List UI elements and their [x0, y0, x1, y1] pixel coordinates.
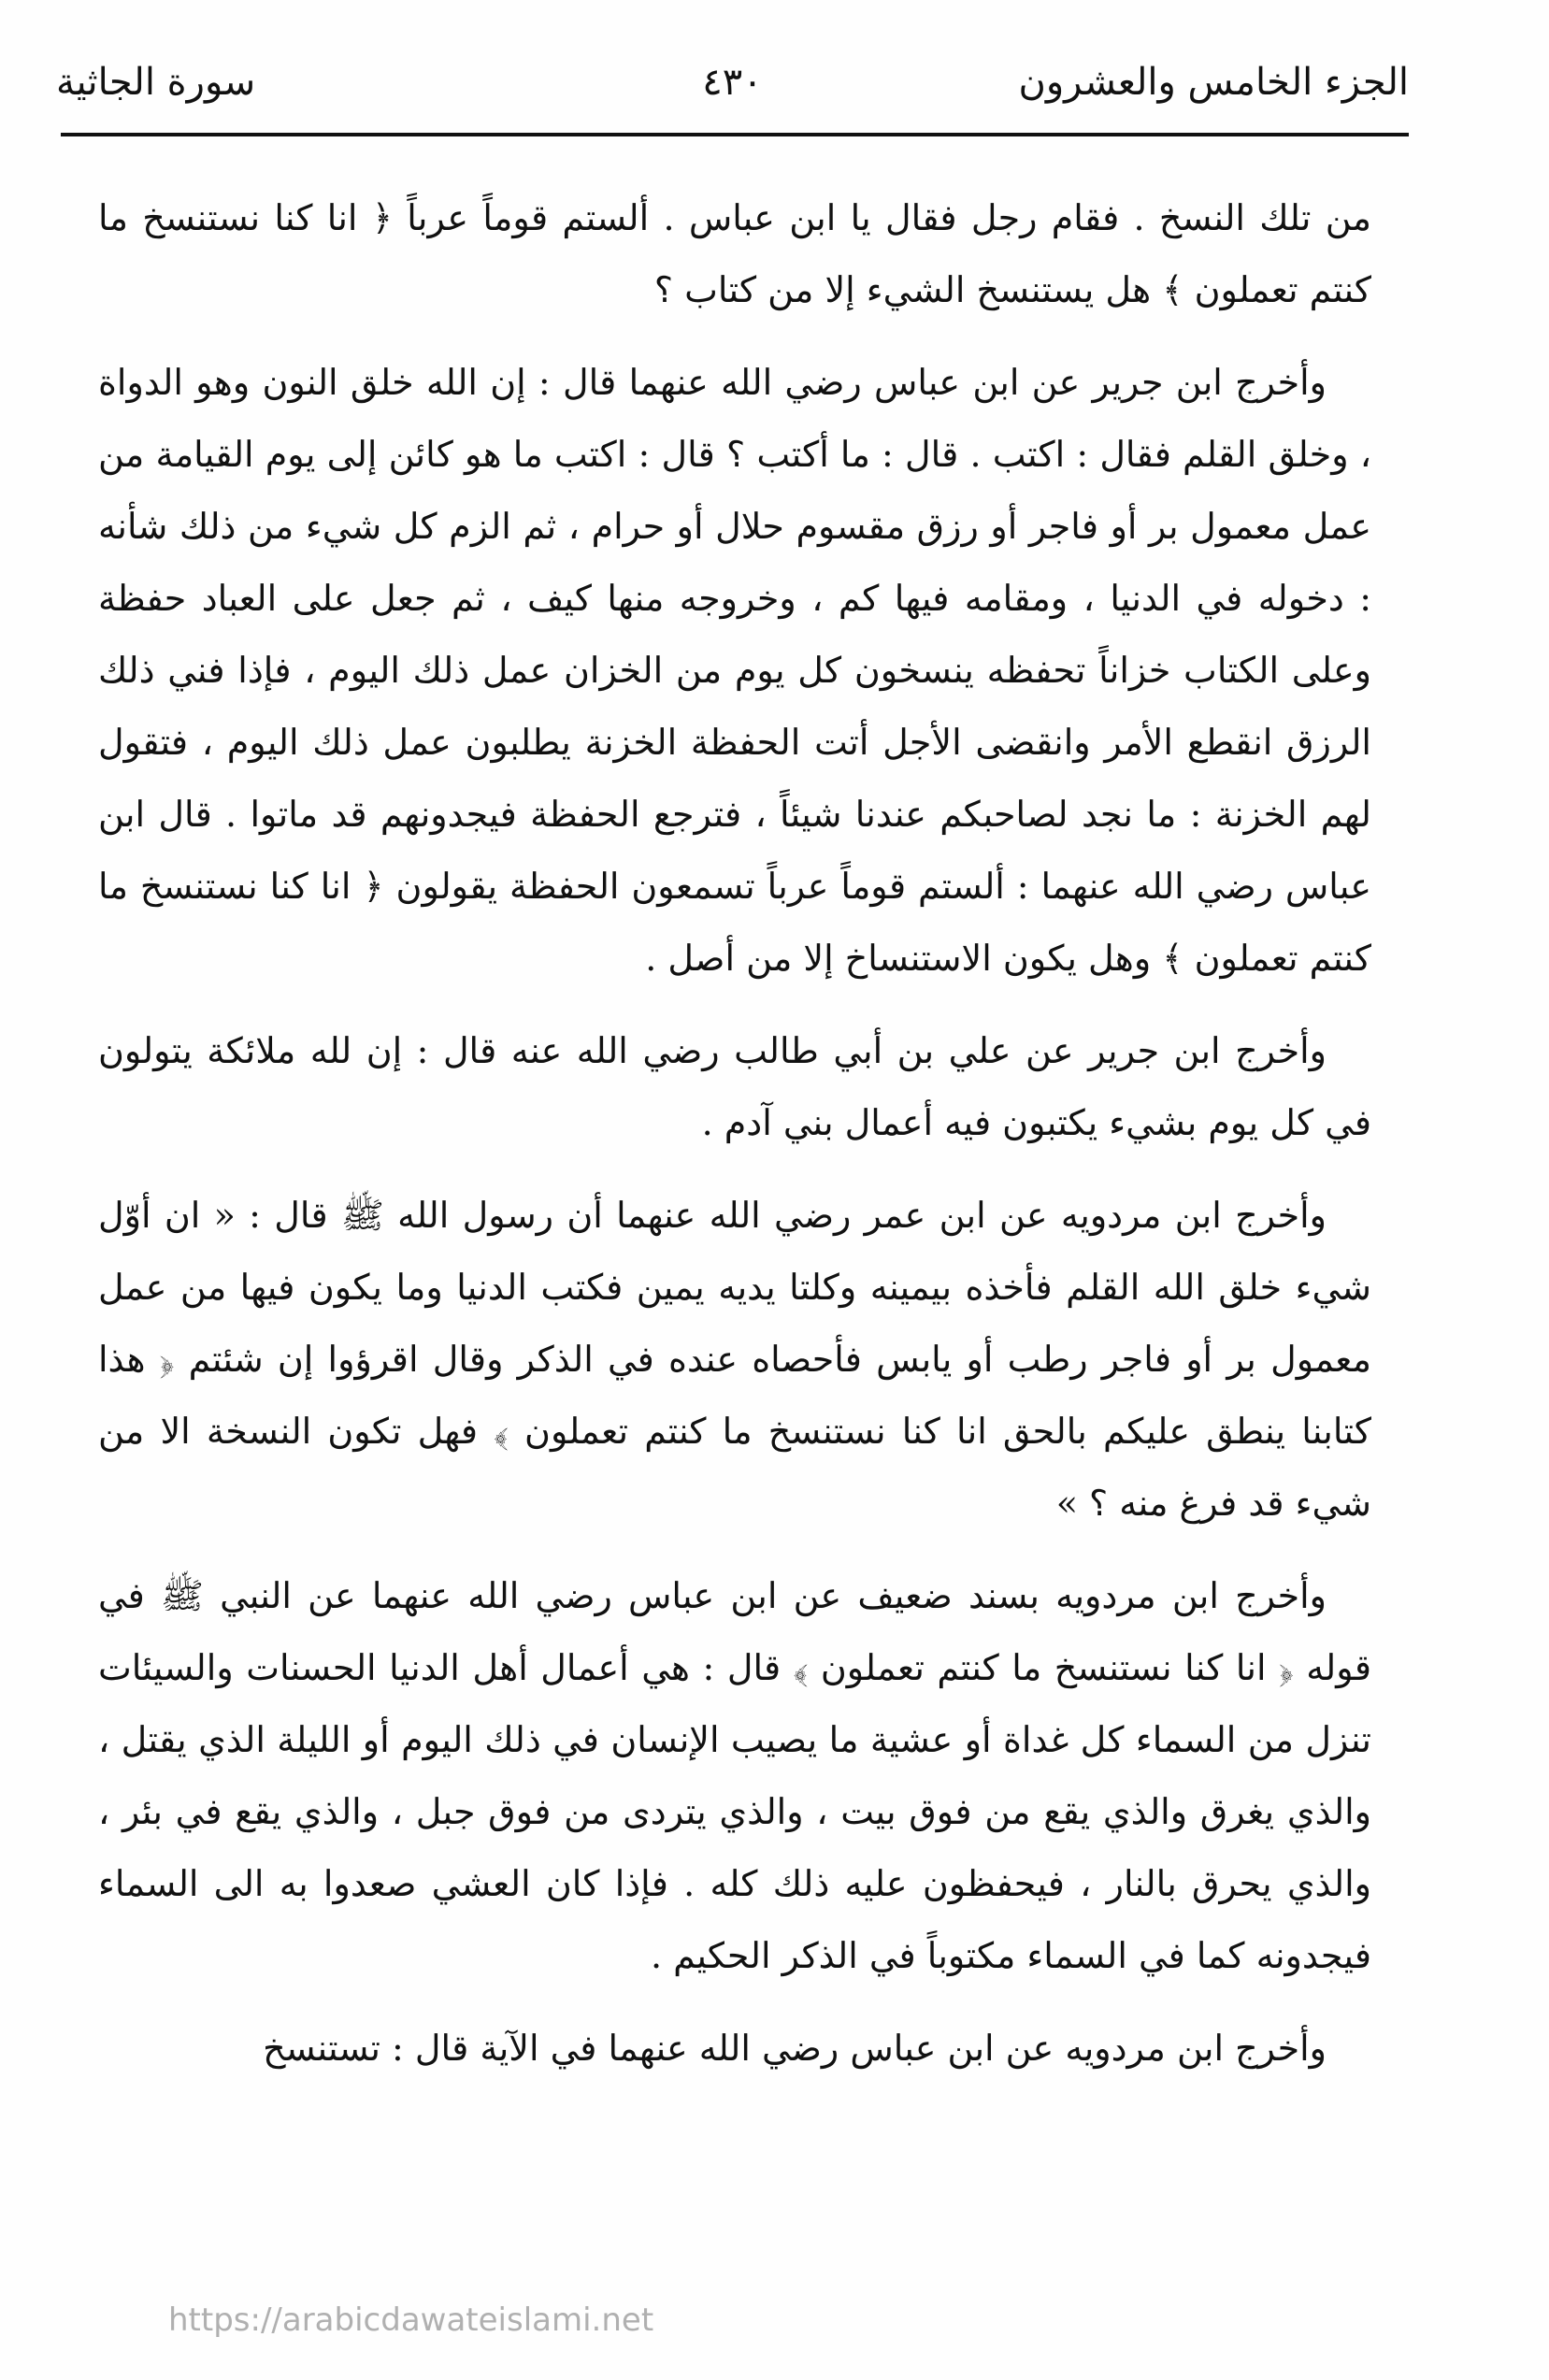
paragraph-1: من تلك النسخ . فقام رجل فقال يا ابن عباس . ألستم قوماً عرباً ﴿ انا كنا نستنسخ ما كنتم تعملون ﴾ هل يستنسخ الشيء إلا من كتاب ؟	[98, 197, 1371, 310]
page-number: ٤٣٠	[702, 61, 763, 104]
page-body	[98, 182, 1371, 2105]
page-header	[56, 51, 1409, 136]
paragraph-4: وأخرج ابن مردويه عن ابن عمر رضي الله عنهما أن رسول الله ﷺ قال : « ان أوّل شيء خلق الله القلم فأخذه بيمينه وكلتا يديه يمين فكتب الدنيا وما يكون فيها من عمل معمول بر أو فاجر رطب أو يابس فأحصاه عنده في الذكر وقال اقرؤوا إن شئتم ﴿ هذا كتابنا ينطق عليكم بالحق انا كنا نستنسخ ما كنتم تعملون ﴾ فهل تكون النسخة الا من شيء قد فرغ منه ؟ »	[98, 1195, 1371, 1524]
paragraph-2: وأخرج ابن جرير عن ابن عباس رضي الله عنهما قال : إن الله خلق النون وهو الدواة ، وخلق القلم فقال : اكتب . قال : ما أكتب ؟ قال : اكتب ما هو كائن إلى يوم القيامة من عمل معمول بر أو فاجر أو رزق مقسوم حلال أو حرام ، ثم الزم كل شيء من ذلك شأنه : دخوله في الدنيا ، ومقامه فيها كم ، وخروجه منها كيف ، ثم جعل على العباد حفظة وعلى الكتاب خزاناً تحفظه ينسخون كل يوم من الخزان عمل ذلك اليوم ، فإذا فني ذلك الرزق انقطع الأمر وانقضى الأجل أتت الحفظة الخزنة يطلبون عمل ذلك اليوم ، فتقول لهم الخزنة : ما نجد لصاحبكم عندنا شيئاً ، فترجع الحفظة فيجدونهم قد ماتوا . قال ابن عباس رضي الله عنهما : ألستم قوماً عرباً تسمعون الحفظة يقولون ﴿ انا كنا نستنسخ ما كنتم تعملون ﴾ وهل يكون الاستنساخ إلا من أصل .	[98, 362, 1371, 979]
header-divider	[61, 133, 1409, 136]
watermark-url: https://arabicdawateislami.net	[168, 2301, 654, 2339]
surah-title: سورة الجاثية	[56, 61, 256, 104]
paragraph-6: وأخرج ابن مردويه عن ابن عباس رضي الله عنهما في الآية قال : تستنسخ	[263, 2028, 1327, 2069]
part-title: الجزء الخامس والعشرون	[1018, 61, 1409, 104]
paragraph-3: وأخرج ابن جرير عن علي بن أبي طالب رضي الله عنه قال : إن لله ملائكة يتولون في كل يوم بشيء يكتبون فيه أعمال بني آدم .	[98, 1030, 1371, 1143]
paragraph-5: وأخرج ابن مردويه بسند ضعيف عن ابن عباس رضي الله عنهما عن النبي ﷺ في قوله ﴿ انا كنا نستنسخ ما كنتم تعملون ﴾ قال : هي أعمال أهل الدنيا الحسنات والسيئات تنزل من السماء كل غداة أو عشية ما يصيب الإنسان في ذلك اليوم أو الليلة الذي يقتل ، والذي يغرق والذي يقع من فوق بيت ، والذي يتردى من فوق جبل ، والذي يقع في بئر ، والذي يحرق بالنار ، فيحفظون عليه ذلك كله . فإذا كان العشي صعدوا به الى السماء فيجدونه كما في السماء مكتوباً في الذكر الحكيم .	[98, 1575, 1371, 1976]
